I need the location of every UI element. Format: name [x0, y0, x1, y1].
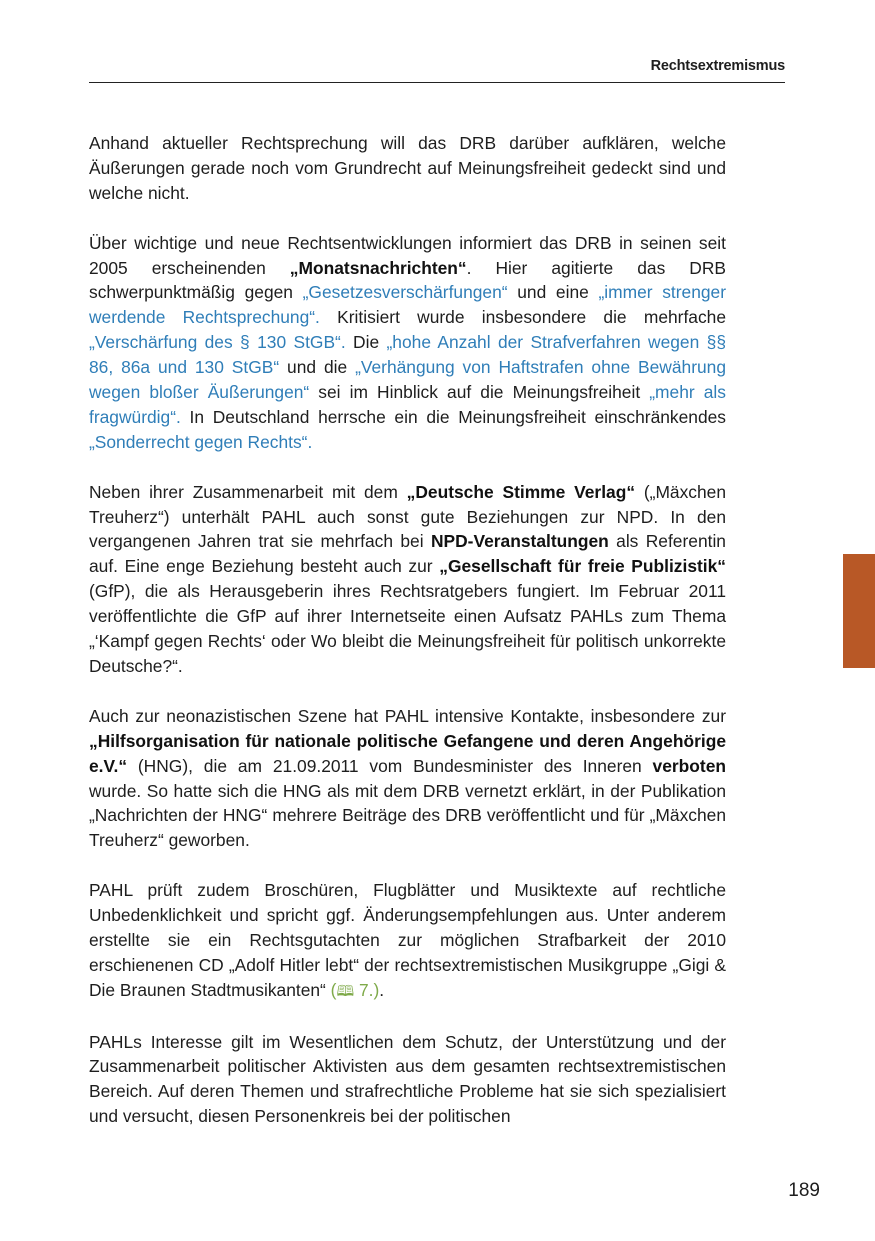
ref-open: ( — [330, 979, 337, 1000]
quote-link[interactable]: „Sonderrecht gegen Rechts“. — [89, 431, 313, 452]
text-run: Kritisiert wurde insbesondere die mehrfache — [319, 307, 727, 328]
book-icon: 🕮 — [336, 982, 355, 1000]
bold-term: verboten — [652, 755, 726, 776]
text-run: . — [379, 979, 385, 1000]
text-run: sei im Hinblick auf die Meinungsfreiheit — [309, 382, 650, 403]
bold-term: „Deutsche Stimme Verlag“ — [406, 481, 636, 502]
ref-text: 7.) — [354, 979, 380, 1000]
bold-term: „Hilfsorganisation für nationale politische Gefangene und deren Angehörige e.V.“ — [89, 730, 726, 776]
text-run: . Hier agitierte das DRB schwerpunktmäßig gegen — [89, 257, 726, 303]
paragraph-4 — [89, 704, 726, 853]
text-run: wurde. So hatte sich die HNG als mit dem DRB vernetzt erklärt, in der Publikation „Nachrichten der HNG“ mehrere Beiträge des DRB veröffentlicht und für „Mäxchen Treuherz“ geworben. — [89, 780, 726, 851]
paragraph-6 — [89, 1030, 726, 1130]
text-run: Anhand aktueller Rechtsprechung will das DRB darüber aufklären, welche Äußerungen gerade noch vom Grundrecht auf Meinungsfreiheit gedeckt sind und welche nicht. — [89, 133, 726, 203]
text-run: PAHL prüft zudem Broschüren, Flugblätter und Musiktexte auf rechtliche Unbedenklichkeit und spricht ggf. Änderungsempfehlungen aus. Unter anderem erstellte sie ein Rechtsgutachten zur möglichen Strafbarkeit der 2010 erschienenen CD „Adolf Hitler lebt“ der rechtsextremistischen Musikgruppe „Gigi & Die Braunen Stadtmusikanten“ — [89, 880, 726, 1000]
text-run: als Referentin auf. Eine enge Beziehung besteht auch zur — [89, 531, 726, 577]
quote-link[interactable]: „hohe Anzahl der Strafverfahren wegen §§ 86, 86a und 130 StGB“ — [89, 332, 726, 378]
paragraph-3 — [89, 480, 726, 679]
page-number: 189 — [788, 1180, 820, 1201]
text-run: (GfP), die als Herausgeberin ihres Rechtsratgebers fungiert. Im Februar 2011 veröffentlichte die GfP auf ihrer Internetseite einen Aufsatz PAHLs zum Thema „‘Kampf gegen Rechts‘ oder Wo bleibt die Meinungsfreiheit für politisch unkorrekte Deutsche?“. — [89, 581, 726, 676]
text-run: Auch zur neonazistischen Szene hat PAHL intensive Kontakte, insbesondere zur — [89, 705, 726, 726]
quote-link[interactable]: „Gesetzesverschärfungen“ — [302, 282, 508, 303]
paragraph-1 — [89, 131, 726, 206]
paragraph-5 — [89, 878, 726, 1005]
quote-link[interactable]: „Verhängung von Haftstrafen ohne Bewährung wegen bloßer Äußerungen“ — [89, 357, 726, 403]
quote-link[interactable]: „Verschärfung des § 130 StGB“. — [89, 332, 346, 353]
text-run: Über wichtige und neue Rechtsentwicklungen informiert das DRB in seinen seit 2005 erscheinenden — [89, 232, 726, 278]
chapter-tab-marker — [843, 554, 875, 668]
paragraph-2 — [89, 231, 726, 455]
running-head: Rechtsextremismus — [650, 58, 785, 74]
bold-term: „Monatsnachrichten“ — [289, 257, 467, 278]
text-run: In Deutschland herrsche ein die Meinungsfreiheit einschränkendes — [180, 406, 726, 427]
body-text — [89, 131, 726, 1154]
cross-reference-link[interactable] — [331, 980, 380, 1000]
text-run: („Mäxchen Treuherz“) unterhält PAHL auch sonst gute Beziehungen zur NPD. In den vergangenen Jahren trat sie mehrfach bei — [89, 481, 727, 552]
text-run: Neben ihrer Zusammenarbeit mit dem — [89, 481, 407, 502]
text-run: PAHLs Interesse gilt im Wesentlichen dem Schutz, der Unterstützung und der Zusammenarbeit politischer Aktivisten aus dem gesamten rechtsextremistischen Bereich. Auf deren Themen und strafrechtliche Probleme hat sie sich spezialisiert und versucht, diesen Personenkreis bei der politischen — [89, 1031, 726, 1127]
quote-link[interactable]: „mehr als fragwürdig“. — [89, 382, 726, 427]
header-rule — [89, 82, 785, 83]
quote-link[interactable]: „immer strenger werdende Rechtsprechung“. — [89, 282, 727, 328]
text-run: und die — [279, 357, 356, 378]
bold-term: NPD-Veranstaltungen — [430, 531, 609, 552]
text-run: Die — [345, 332, 387, 353]
text-run: und eine — [507, 282, 599, 303]
bold-term: „Gesellschaft für freie Publizistik“ — [439, 556, 726, 577]
text-run: (HNG), die am 21.09.2011 vom Bundesminister des Inneren — [127, 755, 653, 776]
